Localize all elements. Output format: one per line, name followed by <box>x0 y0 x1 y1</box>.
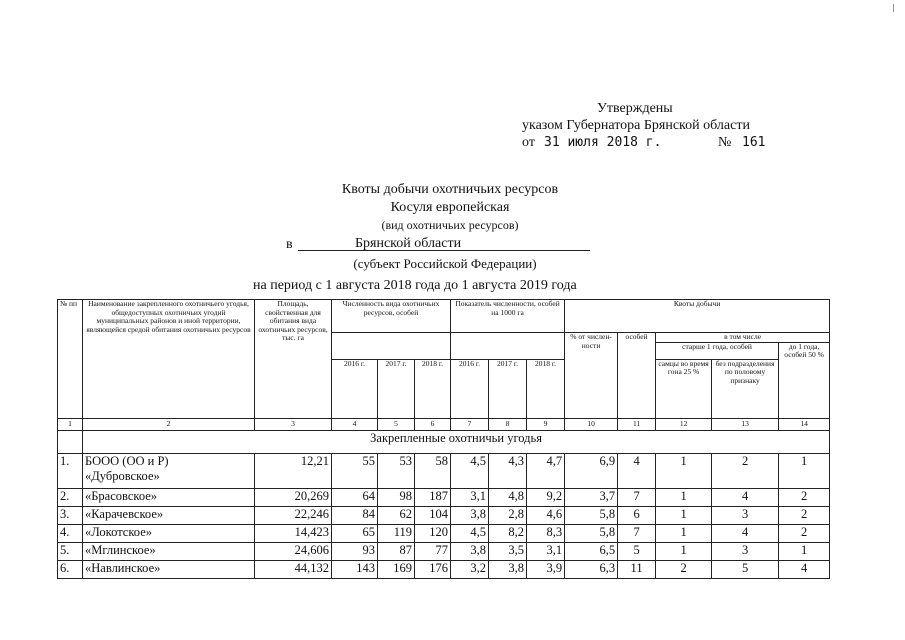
row-name: «Брасовское» <box>83 488 255 506</box>
row-den-2017: 4,8 <box>489 488 527 506</box>
header-population-blank <box>332 333 451 360</box>
table-row <box>58 542 830 560</box>
group-label: БООО (ОО и Р) <box>85 453 169 468</box>
row-head: 11 <box>618 560 656 578</box>
row-den-2016: 3,2 <box>451 560 489 578</box>
row-nodiv: 3 <box>712 542 779 560</box>
row-young: 4 <box>779 560 830 578</box>
row-den-2016: 4,5 <box>451 524 489 542</box>
row-head: 7 <box>618 488 656 506</box>
row-young: 1 <box>779 542 830 560</box>
row-pct: 6,5 <box>565 542 618 560</box>
row-nodiv: 3 <box>712 506 779 524</box>
row-den-2017: 3,5 <box>489 542 527 560</box>
col-number: 7 <box>451 418 489 430</box>
row-pop-2016: 143 <box>332 560 378 578</box>
header-den-2018: 2018 г. <box>527 359 565 418</box>
row-head: 6 <box>618 506 656 524</box>
row-males: 1 <box>656 524 712 542</box>
row-den-2018: 9,2 <box>527 488 565 506</box>
row-den-2017: 8,2 <box>489 524 527 542</box>
row-pop-2016: 84 <box>332 506 378 524</box>
header-density-blank <box>451 333 565 360</box>
row-males: 2 <box>656 560 712 578</box>
row-number: 1. <box>58 453 83 488</box>
header-den-2016: 2016 г. <box>451 359 489 418</box>
col-number: 2 <box>83 418 255 430</box>
col-number: 11 <box>618 418 656 430</box>
row-den-2016: 3,8 <box>451 542 489 560</box>
col-number: 8 <box>489 418 527 430</box>
header-name: Наименование закрепленного охотничьего угодья, общедоступных охотничьих угодий муниципальных районов и иной территории, являющейся средой обитания охотничьих ресурсов <box>83 300 255 419</box>
document-title: Квоты добычи охотничьих ресурсов <box>341 182 559 197</box>
col-number: 6 <box>415 418 451 430</box>
row-name: «Карачевское» <box>83 506 255 524</box>
col-number: 4 <box>332 418 378 430</box>
row-area: 12,21 <box>255 453 332 488</box>
row-males: 1 <box>656 453 712 488</box>
row-nodiv: 5 <box>712 560 779 578</box>
col-number: 13 <box>712 418 779 430</box>
header-num: № пп <box>58 300 83 419</box>
row-den-2018: 8,3 <box>527 524 565 542</box>
row-pop-2017: 98 <box>378 488 415 506</box>
species-name: Косуля европейская <box>390 200 510 215</box>
table-row <box>58 506 830 524</box>
header-population: Численность вида охотничьих ресурсов, особей <box>332 300 451 333</box>
region-prefix: в <box>286 237 293 252</box>
row-den-2018: 4,7 <box>527 453 565 488</box>
species-caption: (вид охотничьих ресурсов) <box>381 218 519 232</box>
row-pop-2018: 104 <box>415 506 451 524</box>
section-row <box>58 430 830 453</box>
row-number: 3. <box>58 506 83 524</box>
row-pct: 3,7 <box>565 488 618 506</box>
row-name <box>83 453 255 488</box>
row-den-2016: 3,1 <box>451 488 489 506</box>
row-name: «Локотское» <box>83 524 255 542</box>
row-name-text: «Дубровское» <box>85 468 160 483</box>
row-pop-2016: 65 <box>332 524 378 542</box>
row-pop-2017: 53 <box>378 453 415 488</box>
row-name: «Мглинское» <box>83 542 255 560</box>
row-nodiv: 4 <box>712 524 779 542</box>
col-number: 1 <box>58 418 83 430</box>
row-pop-2018: 120 <box>415 524 451 542</box>
row-head: 7 <box>618 524 656 542</box>
row-den-2016: 3,8 <box>451 506 489 524</box>
row-area: 44,132 <box>255 560 332 578</box>
row-young: 2 <box>779 506 830 524</box>
row-pct: 6,3 <box>565 560 618 578</box>
row-nodiv: 2 <box>712 453 779 488</box>
col-number: 3 <box>255 418 332 430</box>
approval-decree: указом Губернатора Брянской области <box>522 118 750 133</box>
approval-number-prefix: № <box>718 135 732 150</box>
row-pop-2017: 119 <box>378 524 415 542</box>
table-row <box>58 488 830 506</box>
region-name: Брянской области <box>355 236 462 251</box>
header-nodiv: без подразделения по половому признаку <box>712 359 779 418</box>
col-number: 14 <box>779 418 830 430</box>
row-area: 24,606 <box>255 542 332 560</box>
row-den-2018: 4,6 <box>527 506 565 524</box>
row-pct: 5,8 <box>565 506 618 524</box>
column-numbers-row <box>58 418 830 430</box>
row-head: 4 <box>618 453 656 488</box>
row-males: 1 <box>656 542 712 560</box>
header-males: самцы во время гона 25 % <box>656 359 712 418</box>
table-row <box>58 560 830 578</box>
row-pct: 6,9 <box>565 453 618 488</box>
row-males: 1 <box>656 506 712 524</box>
row-number: 5. <box>58 542 83 560</box>
row-pop-2016: 55 <box>332 453 378 488</box>
row-number: 4. <box>58 524 83 542</box>
header-pct: % от числен-ности <box>565 333 618 419</box>
row-name: «Навлинское» <box>83 560 255 578</box>
row-pop-2018: 187 <box>415 488 451 506</box>
row-pop-2017: 169 <box>378 560 415 578</box>
header-pop-2017: 2017 г. <box>378 359 415 418</box>
row-den-2017: 3,8 <box>489 560 527 578</box>
approval-title: Утверждены <box>597 101 673 116</box>
header-older: старше 1 года, особей <box>656 342 779 359</box>
header-incl: в том числе <box>656 333 830 343</box>
section-title: Закрепленные охотничьи угодья <box>83 430 830 453</box>
row-head: 5 <box>618 542 656 560</box>
header-area: Площадь, свойственная для обитания вида охотничьих ресурсов, тыс. га <box>255 300 332 419</box>
period: на период с 1 августа 2018 года до 1 августа 2019 года <box>253 278 577 293</box>
row-young: 2 <box>779 524 830 542</box>
header-den-2017: 2017 г. <box>489 359 527 418</box>
row-den-2017: 4,3 <box>489 453 527 488</box>
row-number: 2. <box>58 488 83 506</box>
row-den-2018: 3,1 <box>527 542 565 560</box>
col-number: 10 <box>565 418 618 430</box>
header-pop-2018: 2018 г. <box>415 359 451 418</box>
scan-mark <box>893 4 894 12</box>
col-number: 9 <box>527 418 565 430</box>
row-area: 20,269 <box>255 488 332 506</box>
header-younger: до 1 года, особей 50 % <box>779 342 830 418</box>
approval-date-prefix: от <box>522 135 535 150</box>
row-pop-2017: 62 <box>378 506 415 524</box>
approval-number: 161 <box>742 135 766 150</box>
row-young: 2 <box>779 488 830 506</box>
row-area: 22,246 <box>255 506 332 524</box>
row-pct: 5,8 <box>565 524 618 542</box>
quota-table <box>57 299 830 579</box>
row-number: 6. <box>58 560 83 578</box>
col-number: 5 <box>378 418 415 430</box>
table-row <box>58 453 830 488</box>
region-caption: (субъект Российской Федерации) <box>353 256 537 271</box>
col-number: 12 <box>656 418 712 430</box>
row-males: 1 <box>656 488 712 506</box>
header-pop-2016: 2016 г. <box>332 359 378 418</box>
row-area: 14,423 <box>255 524 332 542</box>
approval-date: 31 июля 2018 г. <box>544 135 662 150</box>
header-density: Показатель численности, особей на 1000 га <box>451 300 565 333</box>
header-quotas: Квоты добычи <box>565 300 830 333</box>
row-pop-2017: 87 <box>378 542 415 560</box>
row-den-2018: 3,9 <box>527 560 565 578</box>
row-den-2017: 2,8 <box>489 506 527 524</box>
row-young: 1 <box>779 453 830 488</box>
row-pop-2016: 93 <box>332 542 378 560</box>
row-pop-2018: 77 <box>415 542 451 560</box>
row-pop-2016: 64 <box>332 488 378 506</box>
row-den-2016: 4,5 <box>451 453 489 488</box>
header-head: особей <box>618 333 656 419</box>
row-nodiv: 4 <box>712 488 779 506</box>
row-pop-2018: 176 <box>415 560 451 578</box>
row-pop-2018: 58 <box>415 453 451 488</box>
table-row <box>58 524 830 542</box>
